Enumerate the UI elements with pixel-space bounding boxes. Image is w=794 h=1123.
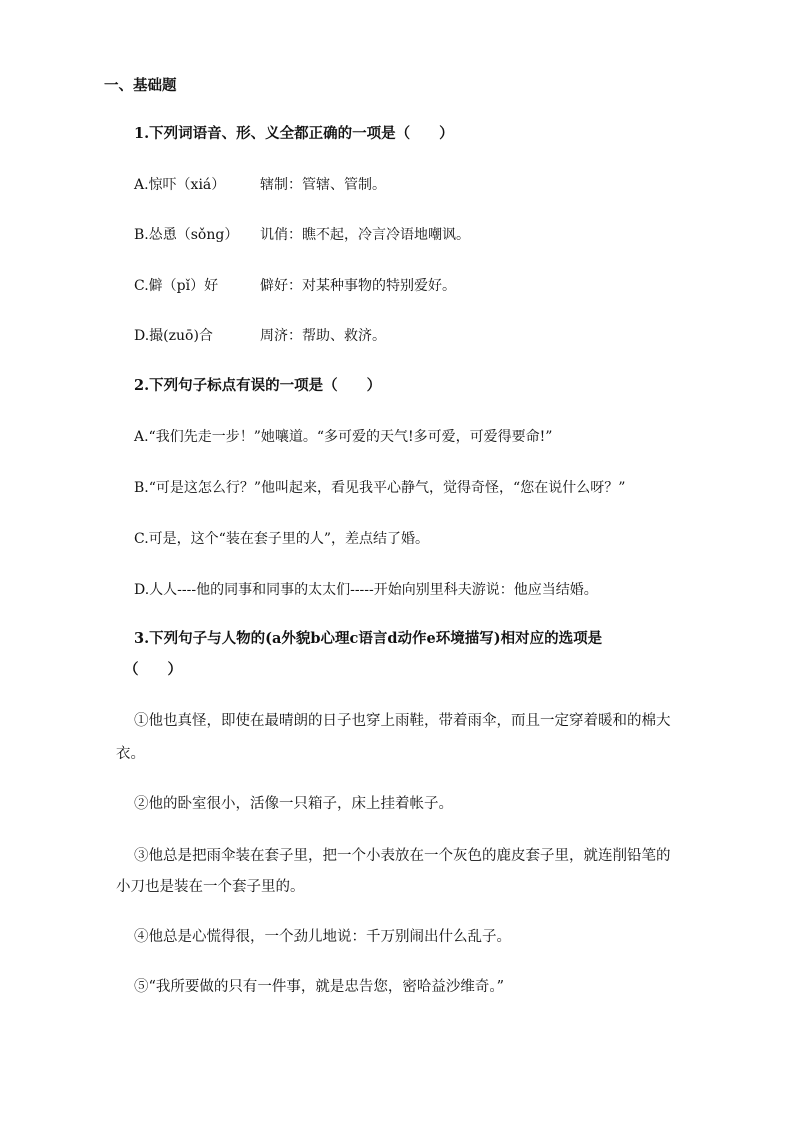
- question-1-option-a: [134, 175, 386, 195]
- question-3-stem-continued: （ ）: [124, 661, 182, 678]
- question-2-option-a: A.“我们先走一步！”她嚷道。“多可爱的天气!多可爱，可爱得要命!”: [134, 429, 553, 445]
- question-3-item-2: ②他的卧室很小，活像一只箱子，床上挂着帐子。: [134, 796, 453, 812]
- question-2-option-c: C.可是，这个“装在套子里的人”，差点结了婚。: [134, 531, 429, 547]
- option-term: B.怂恿（sǒng）: [134, 227, 239, 243]
- question-1-stem: 1.下列词语音、形、义全都正确的一项是（ ）: [134, 125, 454, 142]
- question-1-option-c: [134, 276, 456, 296]
- option-definition: 辖制：管辖、管制。: [260, 177, 386, 193]
- option-definition: 僻好：对某种事物的特别爱好。: [260, 278, 456, 294]
- option-term: C.僻（pǐ）好: [134, 278, 219, 294]
- question-2-option-d: D.人人----他的同事和同事的太太们-----开始向别里科夫游说：他应当结婚。: [134, 582, 598, 598]
- question-1-option-b: [134, 225, 470, 245]
- option-definition: 讥俏：瞧不起，冷言冷语地嘲讽。: [260, 227, 470, 243]
- option-term: A.惊吓（xiá）: [134, 177, 226, 193]
- question-3-item-3: ③他总是把雨伞装在套子里，把一个小表放在一个灰色的鹿皮套子里，就连削铅笔的: [134, 848, 671, 864]
- question-3-item-4: ④他总是心慌得很，一个劲儿地说：千万别闹出什么乱子。: [134, 929, 511, 945]
- question-3-item-3-continued: 小刀也是装在一个套子里的。: [116, 879, 305, 895]
- question-2-stem: 2.下列句子标点有误的一项是（ ）: [134, 377, 382, 394]
- question-3-stem: 3.下列句子与人物的(a外貌b心理c语言d动作e环境描写)相对应的选项是: [134, 630, 603, 647]
- option-term: D.撮(zuō)合: [134, 328, 213, 344]
- question-3-item-5: ⑤“我所要做的只有一件事，就是忠告您，密哈益沙维奇。”: [134, 979, 505, 995]
- option-definition: 周济：帮助、救济。: [260, 328, 386, 344]
- question-3-item-1: ①他也真怪，即使在最晴朗的日子也穿上雨鞋，带着雨伞，而且一定穿着暖和的棉大: [134, 713, 671, 729]
- question-2-option-b: B.“可是这怎么行？”他叫起来，看见我平心静气，觉得奇怪，“您在说什么呀？”: [134, 480, 626, 496]
- section-title: 一、基础题: [104, 77, 177, 94]
- question-1-option-d: [134, 326, 386, 346]
- question-3-item-1-continued: 衣。: [116, 746, 145, 762]
